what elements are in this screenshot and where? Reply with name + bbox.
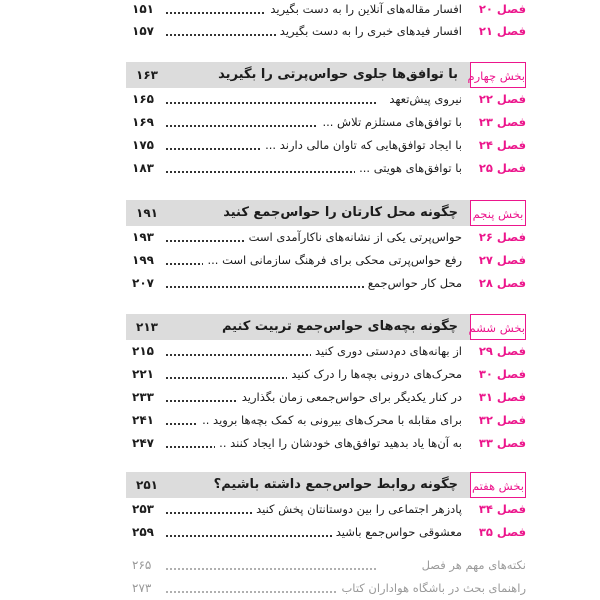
page-number: ۲۲۱ xyxy=(132,367,154,381)
page-number: ۲۷۳ xyxy=(132,581,152,595)
chapter-label: فصل ۲۳ xyxy=(478,115,526,129)
dot-leader xyxy=(166,102,376,104)
page-number: ۱۵۷ xyxy=(132,24,154,38)
page-number: ۲۳۳ xyxy=(132,390,154,404)
chapter-title: حواس‌پرتی یکی از نشانه‌های ناکارآمدی است xyxy=(245,226,462,248)
chapter-title: به آن‌ها یاد بدهید توافق‌های خودشان را ایجاد کنند .. xyxy=(215,432,462,454)
chapter-label: فصل ۳۵ xyxy=(478,525,526,539)
toc-row-chapter-35[interactable] xyxy=(126,521,526,543)
chapter-label: فصل ۳۰ xyxy=(478,367,526,381)
toc-row-chapter-25[interactable] xyxy=(126,157,526,179)
toc-row-chapter-31[interactable] xyxy=(126,386,526,408)
chapter-label: فصل ۲۱ xyxy=(478,24,526,38)
page-number: ۱۵۱ xyxy=(132,2,154,16)
chapter-title: افسار فیدهای خبری را به دست بگیرید xyxy=(276,20,462,42)
toc-row-chapter-30[interactable] xyxy=(126,363,526,385)
page-number: ۲۱۵ xyxy=(132,344,154,358)
toc-row-extra-key-points[interactable] xyxy=(126,554,526,576)
page-number: ۱۹۹ xyxy=(132,253,154,267)
chapter-label: فصل ۲۴ xyxy=(478,138,526,152)
chapter-label: فصل ۲۹ xyxy=(478,344,526,358)
page-number: ۱۸۳ xyxy=(132,161,154,175)
toc-row-chapter-20[interactable] xyxy=(126,0,526,20)
part-page-number: ۱۹۱ xyxy=(136,206,158,220)
page-number: ۲۴۷ xyxy=(132,436,154,450)
part-page-number: ۲۱۳ xyxy=(136,320,158,334)
chapter-title: پادزهر اجتماعی را بین دوستانتان پخش کنید xyxy=(252,498,462,520)
chapter-label: فصل ۲۸ xyxy=(478,276,526,290)
page-number: ۱۶۹ xyxy=(132,115,154,129)
chapter-label: فصل ۲۲ xyxy=(478,92,526,106)
chapter-title: با توافق‌های هویتی ... xyxy=(355,157,462,179)
chapter-title: برای مقابله با محرک‌های بیرونی به کمک بچه‌ها بروید .. xyxy=(198,409,462,431)
chapter-title: از بهانه‌های دم‌دستی دوری کنید xyxy=(311,340,462,362)
part-page-number: ۲۵۱ xyxy=(136,478,158,492)
part-header[interactable] xyxy=(126,314,470,340)
page-number: ۲۶۵ xyxy=(132,558,152,572)
page-number: ۲۰۷ xyxy=(132,276,154,290)
page-number: ۲۵۳ xyxy=(132,502,154,516)
toc-row-chapter-32[interactable] xyxy=(126,409,526,431)
part-title: چگونه محل کارتان را حواس‌جمع کنید xyxy=(223,205,458,220)
chapter-title: با توافق‌های مستلزم تلاش ... xyxy=(318,111,462,133)
chapter-title: محرک‌های درونی بچه‌ها را درک کنید xyxy=(287,363,462,385)
chapter-title: افسار مقاله‌های آنلاین را به دست بگیرید xyxy=(266,0,462,20)
part-page-number: ۱۶۳ xyxy=(136,68,158,82)
toc-row-chapter-22[interactable] xyxy=(126,88,526,110)
toc-row-chapter-29[interactable] xyxy=(126,340,526,362)
chapter-label: فصل ۲۶ xyxy=(478,230,526,244)
chapter-label: فصل ۲۰ xyxy=(478,2,526,16)
extra-title: راهنمای بحث در باشگاه هواداران کتاب xyxy=(337,577,526,599)
dot-leader xyxy=(166,171,376,173)
toc-row-extra-discussion-guide[interactable] xyxy=(126,577,526,599)
toc-row-chapter-33[interactable] xyxy=(126,432,526,454)
toc-row-chapter-27[interactable] xyxy=(126,249,526,271)
part-label-badge: بخش هفتم xyxy=(470,472,526,498)
part-header[interactable] xyxy=(126,472,470,498)
page-number: ۱۷۵ xyxy=(132,138,154,152)
chapter-label: فصل ۲۷ xyxy=(478,253,526,267)
page-number: ۱۹۳ xyxy=(132,230,154,244)
chapter-title: معشوقی حواس‌جمع باشید xyxy=(332,521,462,543)
dot-leader xyxy=(166,568,376,570)
page-number: ۲۴۱ xyxy=(132,413,154,427)
chapter-label: فصل ۳۴ xyxy=(478,502,526,516)
part-title: چگونه روابط حواس‌جمع داشته باشیم؟ xyxy=(213,477,458,492)
toc-row-chapter-21[interactable] xyxy=(126,20,526,42)
part-label-badge: بخش پنجم xyxy=(470,200,526,226)
page-number: ۲۵۹ xyxy=(132,525,154,539)
toc-row-chapter-34[interactable] xyxy=(126,498,526,520)
chapter-title: نیروی پیش‌تعهد xyxy=(385,88,462,110)
part-label-badge: بخش چهارم xyxy=(470,62,526,88)
toc-row-chapter-23[interactable] xyxy=(126,111,526,133)
toc-row-chapter-24[interactable] xyxy=(126,134,526,156)
chapter-title: محل کار حواس‌جمع xyxy=(364,272,462,294)
toc-row-chapter-28[interactable] xyxy=(126,272,526,294)
chapter-label: فصل ۲۵ xyxy=(478,161,526,175)
part-title: چگونه بچه‌های حواس‌جمع تربیت کنیم xyxy=(221,319,458,334)
chapter-label: فصل ۳۱ xyxy=(478,390,526,404)
chapter-label: فصل ۳۳ xyxy=(478,436,526,450)
chapter-title: با ایجاد توافق‌هایی که تاوان مالی دارند ... xyxy=(261,134,462,156)
part-header[interactable] xyxy=(126,200,470,226)
part-header[interactable] xyxy=(126,62,470,88)
part-label-badge: بخش ششم xyxy=(470,314,526,340)
part-title: با توافق‌ها جلوی حواس‌پرتی را بگیرید xyxy=(218,67,458,82)
page-number: ۱۶۵ xyxy=(132,92,154,106)
chapter-label: فصل ۳۲ xyxy=(478,413,526,427)
extra-title: نکته‌های مهم هر فصل xyxy=(418,554,526,576)
chapter-title: رفع حواس‌پرتی محکی برای فرهنگ سازمانی است ... xyxy=(203,249,462,271)
chapter-title: در کنار یکدیگر برای حواس‌جمعی زمان بگذارید xyxy=(238,386,462,408)
toc-row-chapter-26[interactable] xyxy=(126,226,526,248)
dot-leader xyxy=(166,286,376,288)
